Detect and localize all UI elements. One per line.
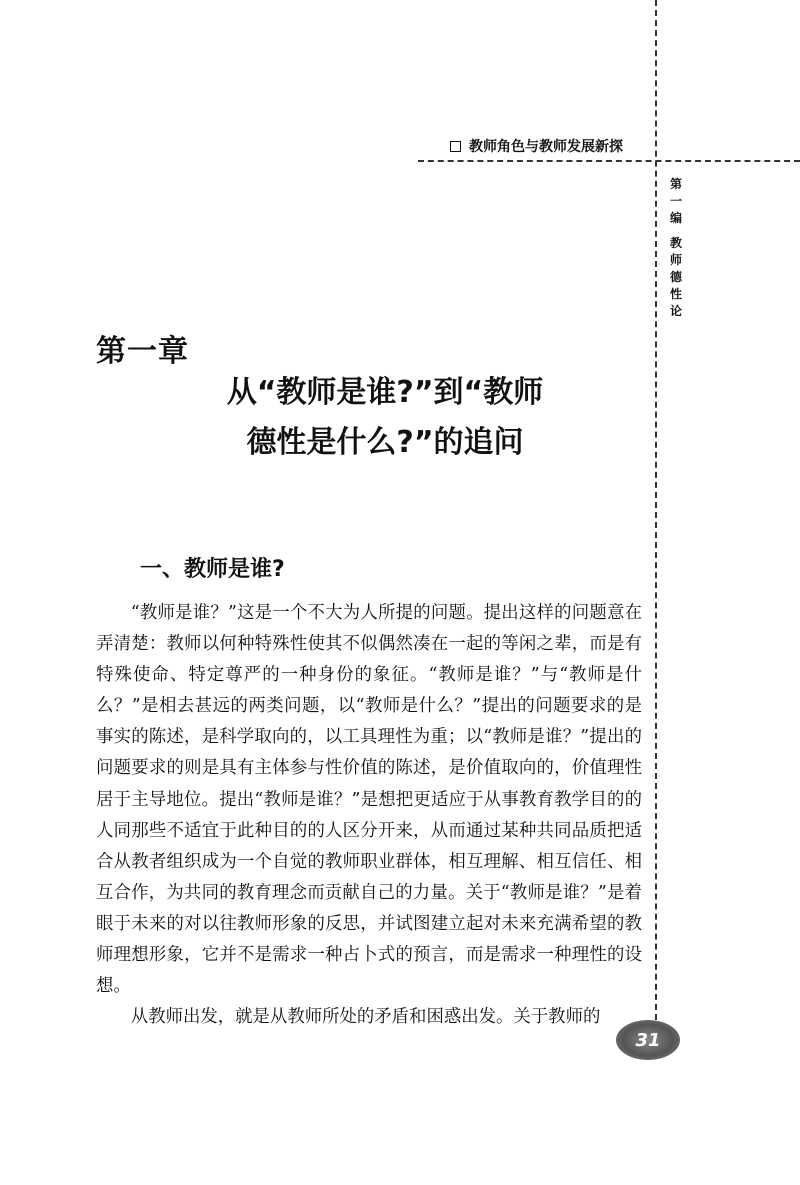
chapter-title-line-2: 德性是什么?”的追问 [246,425,524,460]
margin-dashed-line-vertical [655,0,657,1030]
part-title: 教师德性论 [669,236,682,318]
header-square-icon [450,141,461,152]
paragraph: “教师是谁？”这是一个不大为人所提的问题。提出这样的问题意在弄清楚：教师以何种特殊性使其不似偶然凑在一起的等闲之辈，而是有特殊使命、特定尊严的一种身份的象征。“教师是谁？”与“教师是什么？”是相去甚远的两类问题，以“教师是什么？”提出的问题要求的是事实的陈述，是科学取向的，以工具理性为重；以“教师是谁？”提出的问题要求的则是具有主体参与性价值的陈述，是价值取向的，价值理性居于主导地位。提出“教师是谁？”是想把更适应于从事教育教学目的的人同那些不适宜于此种目的的人区分开来，从而通过某种共同品质把适合从教者组织成为一个自觉的教师职业群体，相互理解、相互信任、相互合作，为共同的教育理念而贡献自己的力量。关于“教师是谁？”是着眼于未来的对以往教师形象的反思，并试图建立起对未来充满希望的教师理想形象，它并不是需求一种占卜式的预言，而是需求一种理性的设想。 [96,603,642,997]
page-number: 31 [635,1029,661,1051]
header-dashed-line [418,160,800,162]
chapter-title-line-1: 从“教师是谁?”到“教师 [226,375,544,410]
chapter-title [150,368,620,468]
section-heading: 一、教师是谁? [140,557,285,582]
running-header [450,136,645,156]
paragraph: 从教师出发，就是从教师所处的矛盾和困惑出发。关于教师的 [130,1007,601,1028]
side-part-tab [668,176,684,320]
page-number-badge [616,1020,680,1060]
part-label: 第一编 [669,177,682,225]
running-title: 教师角色与教师发展新探 [469,139,623,155]
body-text [96,598,642,1033]
chapter-number: 第一章 [96,334,189,369]
